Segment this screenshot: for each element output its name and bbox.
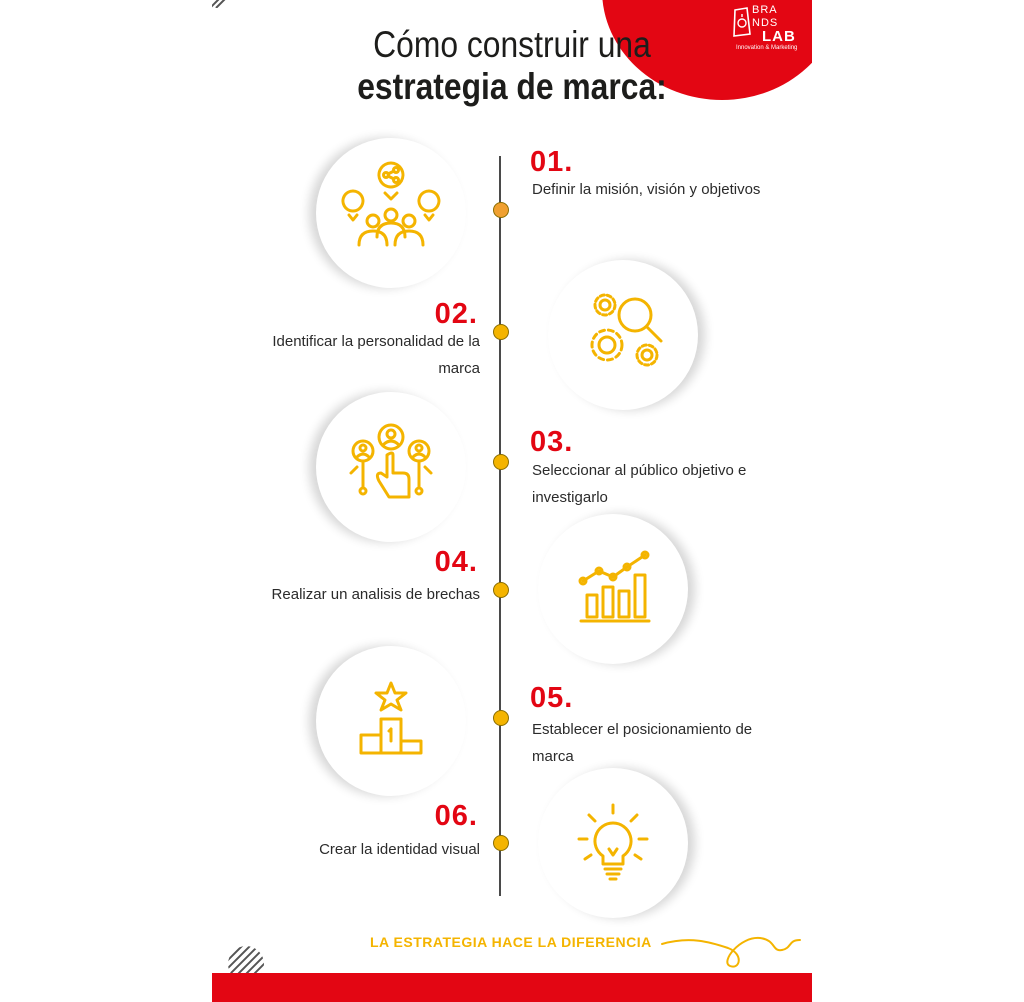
gears-magnifier-icon xyxy=(563,275,683,395)
squiggle-decoration xyxy=(660,926,810,970)
people-share-icon xyxy=(331,153,451,273)
step-3-text: Seleccionar al público objetivo e investigarlo xyxy=(532,462,747,506)
step-6-text: Crear la identidad visual xyxy=(319,841,480,858)
corner-stripes-decoration xyxy=(212,0,242,8)
step-2-icon-circle xyxy=(548,260,698,410)
step-2-timeline-dot xyxy=(493,324,509,340)
step-4-icon-circle xyxy=(538,514,688,664)
audience-select-icon xyxy=(331,407,451,527)
podium-star-icon xyxy=(331,661,451,781)
title-line-2: estrategia de marca: xyxy=(357,66,667,107)
infographic-canvas xyxy=(212,0,812,1002)
step-5-timeline-dot xyxy=(493,710,509,726)
step-3-timeline-dot xyxy=(493,454,509,470)
step-6-timeline-dot xyxy=(493,835,509,851)
footer-slogan: LA ESTRATEGIA HACE LA DIFERENCIA xyxy=(370,934,652,950)
step-1-timeline-dot xyxy=(493,202,509,218)
step-4-text: Realizar un analisis de brechas xyxy=(271,586,480,603)
step-1-number: 01. xyxy=(530,146,574,178)
title-line-1: Cómo construir una xyxy=(373,24,651,65)
bar-chart-growth-icon xyxy=(553,529,673,649)
lightbulb-icon xyxy=(553,783,673,903)
step-4-timeline-dot xyxy=(493,582,509,598)
step-5-text: Establecer el posicionamiento de marca xyxy=(532,721,753,765)
step-6-icon-circle xyxy=(538,768,688,918)
step-3-icon-circle xyxy=(316,392,466,542)
timeline-line xyxy=(499,156,501,896)
bottom-red-bar xyxy=(212,973,812,1002)
logo-text-lab: LAB xyxy=(762,28,796,45)
step-2-number: 02. xyxy=(434,298,478,330)
step-5-number: 05. xyxy=(530,682,574,714)
step-5-icon-circle xyxy=(316,646,466,796)
step-3-number: 03. xyxy=(530,426,574,458)
step-1-icon-circle xyxy=(316,138,466,288)
logo-text-nds: NDS xyxy=(752,17,779,29)
step-4-number: 04. xyxy=(434,546,478,578)
step-2-text: Identificar la personalidad de la marca xyxy=(272,333,480,377)
step-6-number: 06. xyxy=(434,800,478,832)
logo-tagline: Innovation & Marketing xyxy=(736,45,798,51)
logo-text-bra: BRA xyxy=(752,4,778,16)
step-1-text: Definir la misión, visión y objetivos xyxy=(532,181,761,198)
